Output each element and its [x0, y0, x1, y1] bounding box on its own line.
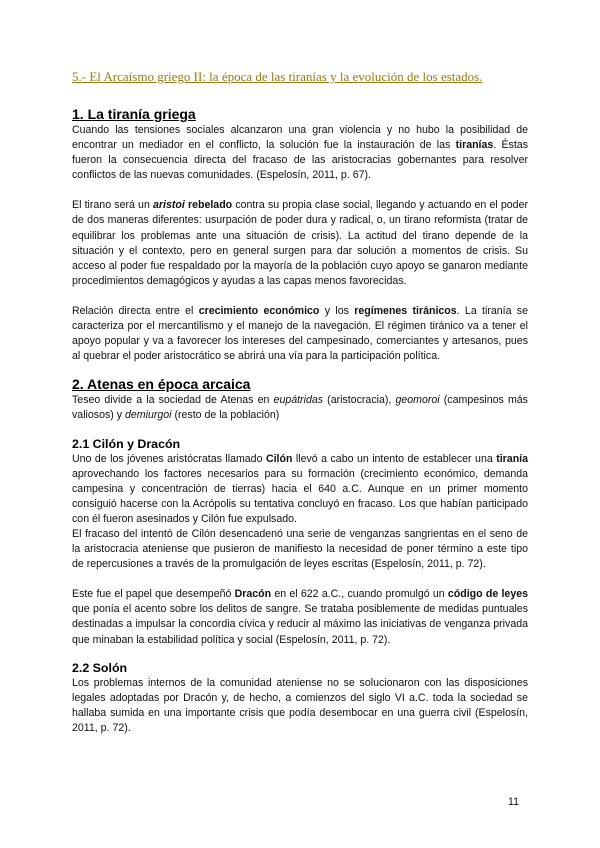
section-heading-tirania: 1. La tiranía griega: [72, 106, 196, 122]
paragraph-solon: Los problemas internos de la comunidad ateniense no se solucionaron con las disposiciones legales adoptadas por Dracón y, de hecho, a comienzos del siglo VI a.C. toda la sociedad se hallaba sumida en una importante crisis que podía desembocar en una guerra civil (Espelosín, 2011, p. 72).: [72, 676, 528, 734]
paragraph-tirania-1: Cuando las tensiones sociales alcanzaron una gran violencia y no hubo la posibilidad de encontrar un mediador en el conflicto, la solución fue la instauración de las tiranías. Éstas fueron la consecuencia directa del fracaso de las aristocracias gobernantes para resolver conflictos de las nuevas comunidades. (Espelosín, 2011, p. 67).: [72, 124, 528, 182]
section-heading-atenas: 2. Atenas en época arcaica: [72, 376, 251, 393]
paragraph-atenas-1: Teseo divide a la sociedad de Atenas en eupátridas (aristocracia), geomoroi (campesinos más valiosos) y demiurgoi (resto de la población): [72, 394, 528, 422]
page-number: 11: [508, 796, 519, 808]
document-page: [72, 68, 528, 736]
paragraph-dracon: Este fue el papel que desempeñó Dracón en el 622 a.C., cuando promulgó un código de leyes que ponía el acento sobre los delitos de sangre. Se trataba posiblemente de medidas puntuales destinadas a impulsar la concordia cívica y reducir al máximo las iniciativas de venganza privada que minaban la estabilidad política y social (Espelosín, 2011, p. 72).: [72, 588, 528, 646]
subsection-heading-cilon-dracon: 2.1 Cilón y Dracón: [72, 436, 181, 451]
chapter-title: 5.- El Arcaísmo griego II: la época de las tiranías y la evolución de los estados.: [72, 69, 483, 84]
paragraph-tirania-3: Relación directa entre el crecimiento económico y los regímenes tiránicos. La tiranía se caracteriza por el mercantilismo y el manejo de la navegación. El régimen tiránico va a tener el apoyo popular y va a favorecer los intereses del campesinado, comerciantes y artesanos, pues al quebrar el poder aristocrático se abrirá una vía para la participación política.: [72, 304, 528, 363]
paragraph-cilon-1: Uno de los jóvenes aristócratas llamado Cilón llevó a cabo un intento de establecer una tiranía aprovechando los factores necesarios para su formación (crecimiento económico, demanda campesina y concentración de tierras) hacia el 640 a.C. Aunque en un primer momento consiguió hacerse con la Acrópolis su tentativa concluyó en fracaso. Los que habían participado con él fueron asesinados y Cilón fue expulsado.: [72, 452, 528, 525]
paragraph-cilon-2: El fracaso del intentó de Cilón desencadenó una serie de venganzas sangrientas en el seno de la aristocracia ateniense que pusieron de manifiesto la necesidad de poner término a este tipo de repercusiones a través de la promulgación de leyes escritas (Espelosín, 2011, p. 72).: [72, 527, 528, 571]
paragraph-tirania-2: El tirano será un aristoi rebelado contra su propia clase social, llegando y actuando en el poder de dos maneras diferentes: usurpación de poder dura y radical, o, un tirano reformista (tratar de equilibrar los problemas ante una situación de crisis). La actitud del tirano depende de la situación y el contexto, pero en general surgen para dar solución a momentos de crisis. Su acceso al poder fue respaldado por la mayoría de la población cuyo apoyo se ganaron mediante procedimientos demagógicos y ayudas a las capas menos favorecidas.: [72, 199, 528, 287]
subsection-heading-solon: 2.2 Solón: [72, 660, 128, 675]
